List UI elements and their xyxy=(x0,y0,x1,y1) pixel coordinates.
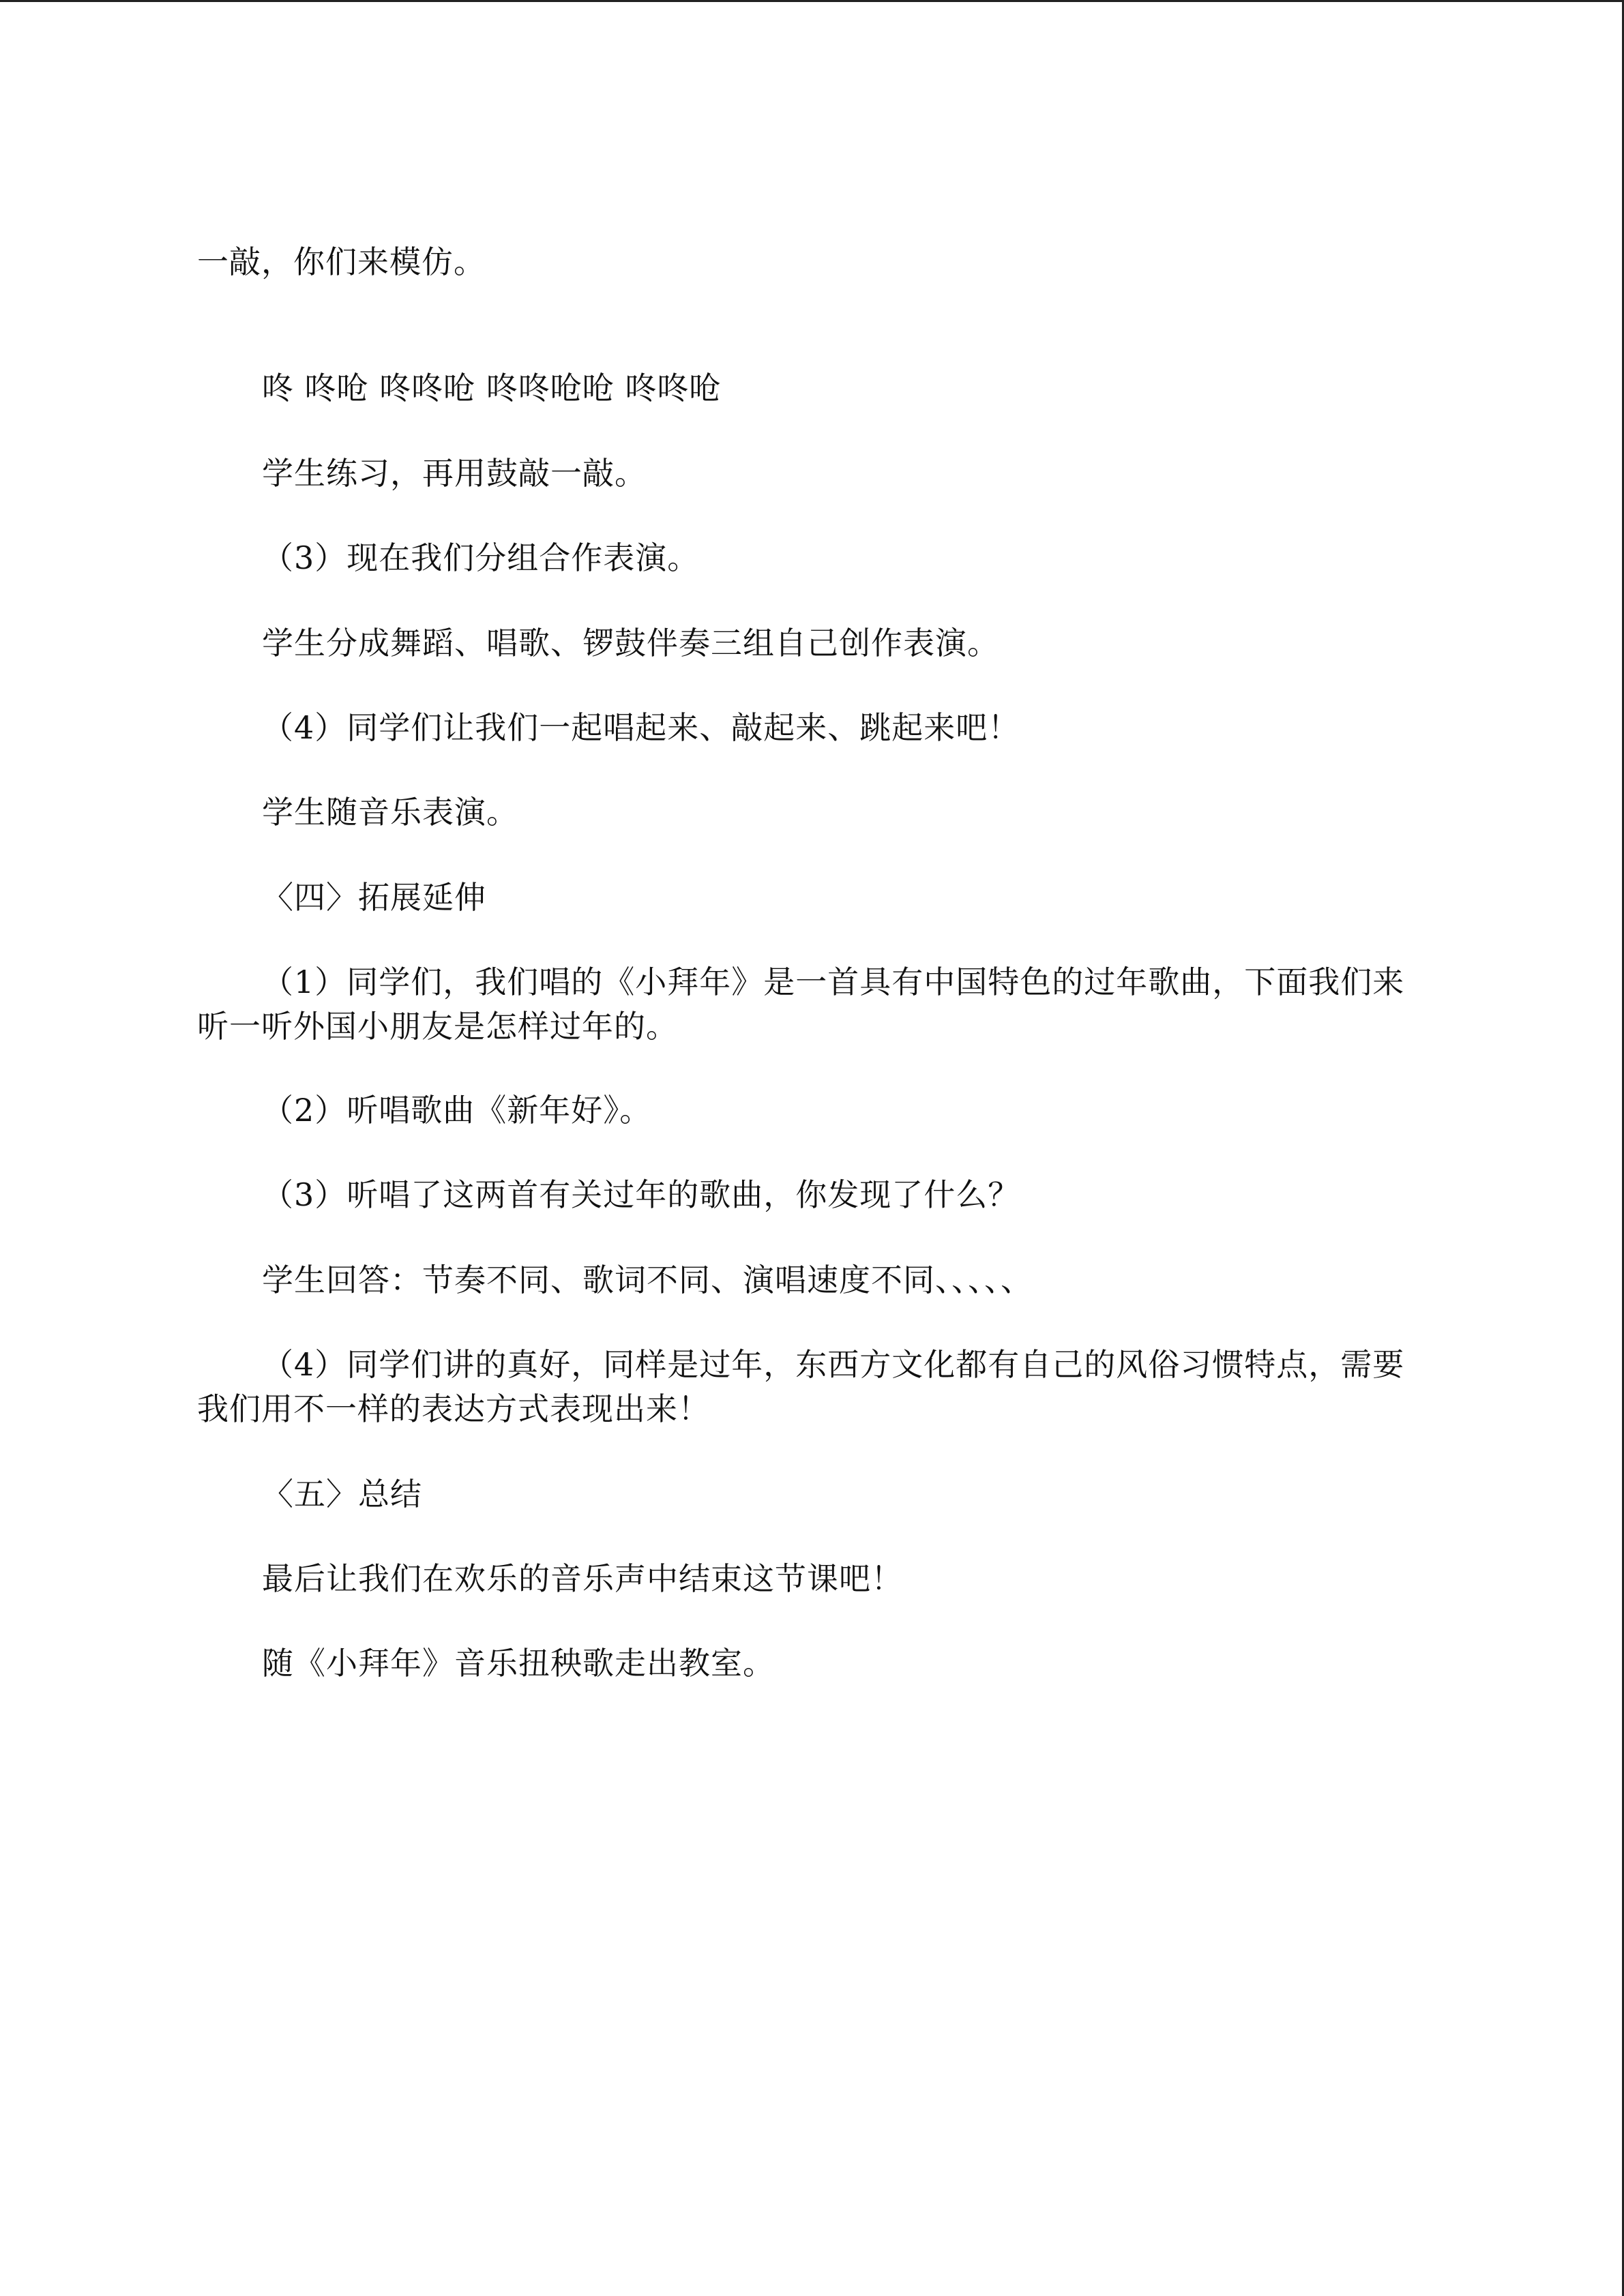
paragraph-line: （3）听唱了这两首有关过年的歌曲，你发现了什么？ xyxy=(262,1176,1020,1213)
paragraph-line: 一敲，你们来模仿。 xyxy=(197,243,486,280)
section-heading: 〈四〉拓展延伸 xyxy=(262,879,486,916)
paragraph-line: 咚 咚呛 咚咚呛 咚咚呛呛 咚咚呛 xyxy=(262,370,722,406)
paragraph-line: 学生练习，再用鼓敲一敲。 xyxy=(262,455,647,492)
paragraph-line: （1）同学们，我们唱的《小拜年》是一首具有中国特色的过年歌曲，下面我们来 xyxy=(262,964,1405,1000)
paragraph-line: （4）同学们让我们一起唱起来、敲起来、跳起来吧！ xyxy=(262,709,1020,746)
paragraph-line: 随《小拜年》音乐扭秧歌走出教室。 xyxy=(262,1645,775,1682)
paragraph-line: 最后让我们在欢乐的音乐声中结束这节课吧！ xyxy=(262,1560,903,1597)
page-top-border xyxy=(0,0,1624,2)
paragraph-line: 学生随音乐表演。 xyxy=(262,794,518,831)
paragraph-line: 听一听外国小朋友是怎样过年的。 xyxy=(197,1008,678,1045)
paragraph-line: （2）听唱歌曲《新年好》。 xyxy=(262,1092,652,1129)
paragraph-line: 学生分成舞蹈、唱歌、锣鼓伴奏三组自己创作表演。 xyxy=(262,625,999,661)
paragraph-line: 学生回答：节奏不同、歌词不同、演唱速度不同、、、、、 xyxy=(262,1262,1033,1298)
paragraph-line: （3）现在我们分组合作表演。 xyxy=(262,539,700,576)
paragraph-line: 我们用不一样的表达方式表现出来！ xyxy=(197,1390,710,1427)
section-heading: 〈五〉总结 xyxy=(262,1476,422,1512)
paragraph-line: （4）同学们讲的真好，同样是过年，东西方文化都有自己的风俗习惯特点，需要 xyxy=(262,1346,1405,1383)
